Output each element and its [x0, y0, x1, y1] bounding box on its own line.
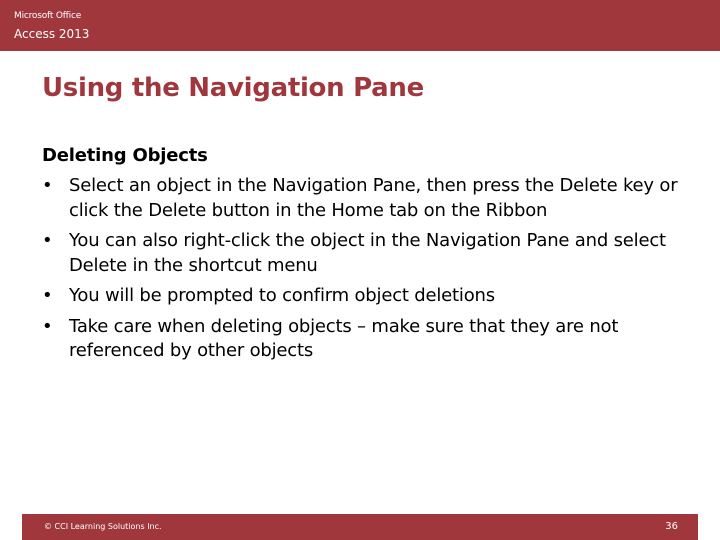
- bullet-text: You will be prompted to confirm object deletions: [69, 285, 495, 306]
- footer-bar: [22, 514, 698, 540]
- bullet-item: [42, 174, 682, 223]
- bullet-text: You can also right-click the object in the Navigation Pane and select Delete in the shortcut menu: [69, 230, 666, 276]
- footer-copyright: © CCI Learning Solutions Inc.: [44, 522, 162, 531]
- bullet-item: [42, 229, 682, 278]
- bullet-text: Take care when deleting objects – make sure that they are not referenced by other objects: [69, 315, 619, 361]
- page-number: 36: [665, 521, 678, 532]
- bullet-item: [42, 284, 682, 309]
- bullet-icon: •: [42, 285, 53, 306]
- header-bar: [0, 0, 720, 51]
- bullet-icon: •: [42, 315, 53, 337]
- brand-name: Microsoft Office: [14, 11, 82, 21]
- section-heading: Deleting Objects: [42, 145, 208, 166]
- product-name: Access 2013: [14, 27, 90, 41]
- bullet-icon: •: [42, 175, 53, 196]
- bullet-icon: •: [42, 230, 53, 251]
- bullet-list: [42, 174, 682, 364]
- bullet-item: [42, 315, 682, 364]
- bullet-text: Select an object in the Navigation Pane, then press the Delete key or click the Delete button in the Home tab on the Ribbon: [69, 175, 678, 221]
- slide-content: [42, 144, 682, 370]
- slide-title: Using the Navigation Pane: [42, 73, 424, 103]
